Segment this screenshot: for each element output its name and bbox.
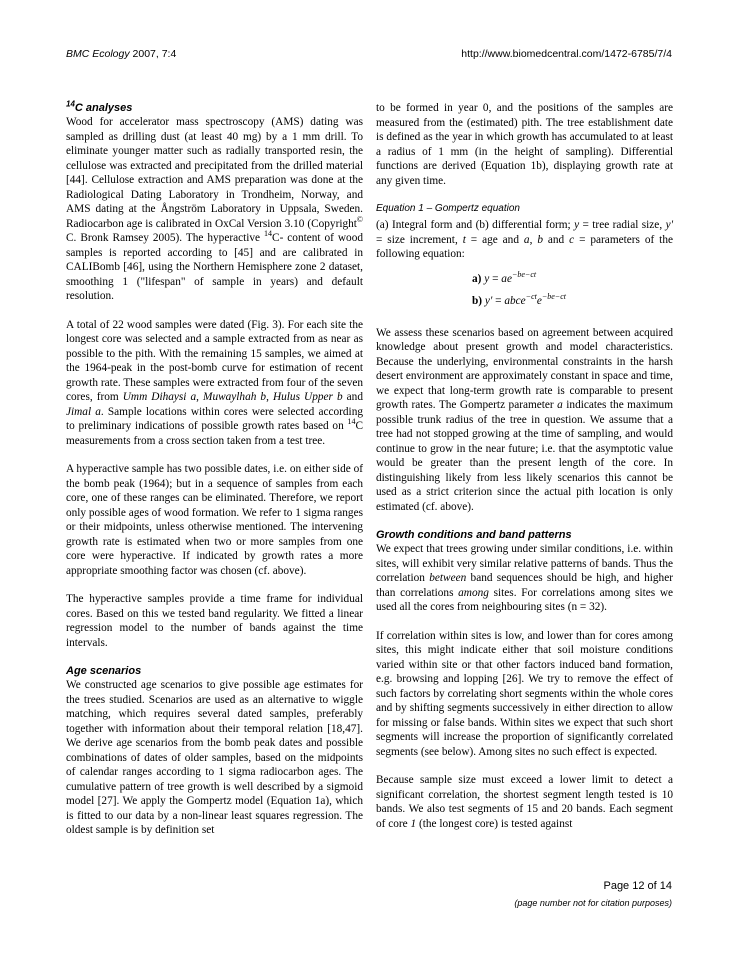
page-number: Page 12 of 14 bbox=[603, 880, 672, 892]
equation-description: (a) Integral form and (b) differential form; y = tree radial size, y' = size increment, t = age and a, b and c = parameters of the following equation: bbox=[376, 219, 673, 260]
paragraph: A hyperactive sample has two possible dates, i.e. on either side of the bomb peak (1964); but in a sequence of samples from each core, one of these ranges can be eliminated. Therefore, we report only possible ages of wood formation. We refer to 1 sigma ranges or their midpoints, unless otherwise mentioned. The intervening growth rate is estimated when two or more samples from one core were hyperactive. If indicated by growth rates a more appropriate smoothing factor was chosen (cf. above). bbox=[66, 463, 363, 577]
paragraph: We assess these scenarios based on agreement between acquired knowledge about present growth and model characteristics. Because the underlying, environmental constraints in the harsh desert environment are approximately constant in space and time, we expect that long-term growth rate is comparable to present growth rates. The Gompertz parameter a indicates the maximum possible trunk radius of the tree in question. We assume that a tree had not stopped growing at the time of sampling, and would continue to grow in the near future; i.e. that the asymptotic value would be greater than the present length of the core. In distinguishing likely from less likely scenarios this cannot be used as a strict criterion since the actual pith location is only estimated (cf. above). bbox=[376, 326, 673, 513]
running-header-journal bbox=[66, 48, 176, 60]
running-header-url[interactable]: http://www.biomedcentral.com/1472-6785/7/4 bbox=[461, 48, 672, 60]
section-title: C analyses bbox=[74, 102, 133, 114]
equation-a: a) $y = ae^{-be-ct}$ bbox=[472, 269, 537, 285]
paragraph: If correlation within sites is low, and lower than for cores among sites, this might indicate either that soil moisture conditions varied within site or that other factors induced band formation, e.g. browsing and lopping [26]. We try to remove the effect of such factors by correlating short segments within the whole cores and by shifting segments successively in either direction to allow for missing or false bands. Within sites we expect that such short segments will increase the proportion of significantly correlated segments (see below). Among sites no such effect is expected. bbox=[376, 629, 673, 758]
journal-name: BMC Ecology bbox=[66, 48, 130, 60]
equation-b: b) $y' = abce^{-ct}e^{-be-ct}$ bbox=[472, 291, 566, 307]
paragraph: Wood for accelerator mass spectroscopy (AMS) dating was sampled as drilling dust (at least 40 mg) by a 1 mm drill. To eliminate younger matter such as radially transported resin, the cellulose was extracted and precipitated from the drilled material [44]. Cellulose extraction and AMS preparation was done at the Radiological Dating Laboratory in Trondheim, Norway, and AMS dating at the Ångström Laboratory in Uppsala, Sweden. Radiocarbon age is calibrated in OxCal Version 3.10 (Copyright© C. Bronk Ramsey 2005). The hyperactive $^{14}$C- content of wood samples is reported according to [45] and are calibrated in CALIBomb [46], using the Northern Hemisphere zone 2 dataset, smoothing 1 ("lifespan" of sample in years) and default resolution. bbox=[66, 116, 363, 302]
left-column bbox=[66, 101, 363, 852]
paragraph: to be formed in year 0, and the positions of the samples are measured from the (estimated) pith. The tree establishment date is defined as the year in which growth has accumulated to at least a radius of 1 mm (in the height of sampling). Differential functions are derived (Equation 1b), displaying growth rate at any given time. bbox=[376, 102, 673, 187]
paragraph: The hyperactive samples provide a time frame for individual cores. Based on this we tested band regularity. We fitted a linear regression model to the number of bands against the time intervals. bbox=[66, 593, 363, 649]
page-number-note: (page number not for citation purposes) bbox=[514, 898, 672, 908]
journal-citation: 2007, 7:4 bbox=[129, 48, 177, 60]
equation-heading: Equation 1 – Gompertz equation bbox=[376, 203, 520, 214]
equation-block bbox=[472, 268, 673, 312]
paragraph: A total of 22 wood samples were dated (Fig. 3). For each site the longest core was selected and a sample extracted from as near as possible to the pith. With the remaining 15 samples, we aimed at the 1964-peak in the post-bomb curve for estimation of recent growth rate. These samples were extracted from four of the seven cores, from Umm Dihaysi a, Muwaylhah b, Hulus Upper b and Jimal a. Sample locations within cores were selected according to preliminary indications of possible growth rates based on $^{14}$C measurements from a cross section taken from a test tree. bbox=[66, 318, 363, 447]
superscript: 14 bbox=[66, 99, 75, 109]
section-heading-14c-analyses bbox=[66, 101, 363, 115]
section-heading-growth-conditions: Growth conditions and band patterns bbox=[376, 529, 572, 541]
paragraph: We expect that trees growing under similar conditions, i.e. within sites, will exhibit very similar relative patterns of bands. Thus the correlation between band sequences should be high, and higher than correlations among sites. For correlations among sites we used all the cores from neighbouring sites (n = 32). bbox=[376, 543, 673, 613]
section-heading-age-scenarios: Age scenarios bbox=[66, 665, 142, 677]
right-column bbox=[376, 101, 673, 845]
paragraph: Because sample size must exceed a lower limit to detect a significant correlation, the shortest segment length tested is 10 bands. We also test segments of 15 and 20 bands. Each segment of core 1 (the longest core) is tested against bbox=[376, 774, 673, 830]
paragraph: We constructed age scenarios to give possible age estimates for the trees studied. Scenarios are used as an alternative to wiggle matching, which requires several dated samples, preferably together with information about their temporal relation [18,47]. We derive age scenarios from the bomb peak dates and possible combinations of dates of older samples, based on the midpoints of calendar ranges according to 1 sigma radiocarbon ages. The cumulative pattern of tree growth is well described by a sigmoid model [27]. We apply the Gompertz model (Equation 1a), which is fitted to our data by a non-linear least squares regression. The oldest sample is by definition set bbox=[66, 679, 363, 836]
